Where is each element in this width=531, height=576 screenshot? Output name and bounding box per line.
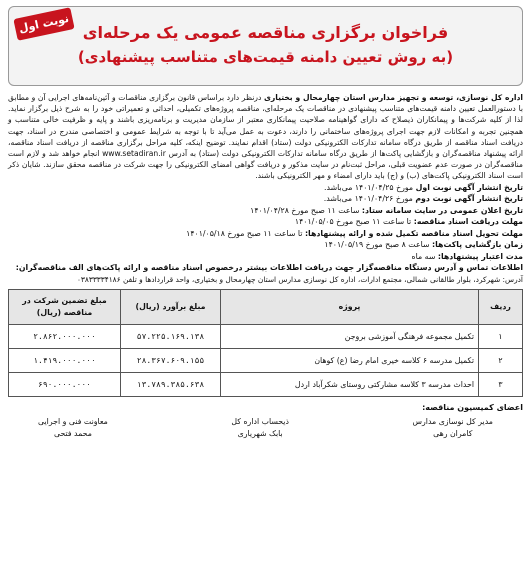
dates-list — [8, 182, 523, 263]
member-name: بابک شهریاری — [237, 428, 283, 438]
date-line: مهلت دریافت اسناد مناقصه: تا ساعت ۱۱ صبح مورخ ۱۴۰۱/۰۵/۰۵ — [294, 217, 523, 227]
row-number: ۲ — [479, 348, 523, 372]
member-name: محمد فتحی — [53, 428, 92, 438]
address: آدرس: شهرکرد، بلوار طالقانی شمالی، مجتمع ادارات، اداره کل نوسازی مدارس استان چهارمحال و بختیاری، واحد قراردادها و تلفن ۰۳۸۳۳۳۳۴۱۸۶ — [76, 274, 523, 284]
row-number: ۱ — [479, 324, 523, 348]
intro-paragraph — [8, 92, 523, 182]
committee-members — [8, 416, 523, 440]
project-name: تکمیل مدرسه ۶ کلاسه خیری امام رضا (ع) کوهان — [221, 348, 479, 372]
col-header-project: پروژه — [221, 289, 479, 324]
table-row — [9, 324, 523, 348]
date-line: تاریخ انتشار آگهی نوبت اول مورخ ۱۴۰۱/۰۴/۲۵ می‌باشد. — [324, 182, 523, 192]
committee-member — [413, 416, 494, 440]
col-header-estimate: مبلغ برآورد (ریال) — [121, 289, 221, 324]
date-line: مهلت تحویل اسناد مناقصه تکمیل شده و ارائه پیشنهادها: تا ساعت ۱۱ صبح مورخ ۱۴۰۱/۰۵/۱۸ — [186, 228, 523, 238]
member-role: ذیحساب اداره کل — [231, 416, 289, 426]
date-line: تاریخ انتشار آگهی نوبت دوم مورخ ۱۴۰۱/۰۴/۲۶ می‌باشد. — [323, 194, 523, 204]
date-line: مدت اعتبار پیشنهادها: سه ماه — [411, 251, 523, 261]
table-row — [9, 372, 523, 396]
row-number: ۳ — [479, 372, 523, 396]
member-name: کامران رهی — [433, 428, 473, 438]
committee-member — [38, 416, 108, 440]
member-role: مدیر کل نوسازی مدارس — [412, 416, 493, 426]
organization-name: اداره کل نوسازی، توسعه و تجهیز مدارس استان چهارمحال و بختیاری — [263, 93, 523, 102]
intro-text: درنظر دارد براساس قانون برگزاری مناقصات و آئین‌نامه‌های اجرایی آن و مطابق با دستورالعمل تعیین دامنه قیمت‌های متناسب پیشنهادی در مناقصات یک مرحله‌ای، مناقصه پروژه‌های تکمیلی، احداثی و تعمیراتی خود را به شرح ذیل برگزار نماید. لذا از کلیه شرکت‌ها و پیمانکاران ذیصلاح که دارای گواهینامه صلاحیت پیمانکاری معتبر از سازمان مدیریت و برنامه‌ریزی باشند و پایه و ظرفیت خالی متناسب و همچنین تجربه و امکانات لازم جهت اجرای پروژه‌های ساختمانی را دارند، دعوت به عمل می‌آید تا با توجه به شرایط عمومی و اختصاصی مندرج در اسناد، جهت دریافت اسناد مناقصه از طریق درگاه سامانه تدارکات الکترونیکی دولت (ستاد) اقدام نمایند. توضیح اینکه، کلیه مراحل برگزاری مناقصه از دریافت اسناد مناقصه، ارائه پیشنهاد مناقصه‌گران و بازگشایی پاکت‌ها از طریق درگاه سامانه تدارکات الکترونیکی دولت (ستاد) به آدرس www.setadiran.ir انجام خواهد شد و لازم است مناقصه‌گران در صورت عدم عضویت قبلی، مراحل ثبت‌نام در سایت مذکور و دریافت گواهی امضای الکترونیکی را جهت شرکت در مناقصه محقق سازند. شایان ذکر است اسناد الکترونیکی پاکت‌های (ب) و (ج) باید دارای امضاء و مهر الکترونیکی باشند. — [8, 93, 523, 181]
notice-title: فراخوان برگزاری مناقصه عمومی یک مرحله‌ای — [82, 23, 449, 42]
date-line: تاریخ اعلان عمومی در سایت سامانه ستاد: ساعت ۱۱ صبح مورخ ۱۴۰۱/۰۴/۲۸ — [250, 205, 523, 215]
contact-heading: اطلاعات تماس و آدرس دستگاه مناقصه‌گزار جهت دریافت اطلاعات بیشتر درخصوص اسناد مناقصه و ارائه پاکت‌های الف مناقصه‌گران: — [15, 263, 523, 273]
guarantee-amount: ۲.۸۶۲.۰۰۰.۰۰۰ — [9, 324, 121, 348]
committee-heading: اعضای کمیسیون مناقصه: — [422, 402, 523, 412]
col-header-guarantee: مبلغ تضمین شرکت در مناقصه (ریال) — [9, 289, 121, 324]
project-name: تکمیل مجموعه فرهنگی آموزشی بروجن — [221, 324, 479, 348]
notice-subtitle: (به روش تعیین دامنه قیمت‌های متناسب پیشنهادی) — [77, 48, 454, 66]
member-role: معاونت فنی و اجرایی — [38, 416, 108, 426]
first-round-badge: نوبت اول — [13, 7, 74, 41]
estimate-amount: ۵۷.۲۲۵.۱۶۹.۱۳۸ — [121, 324, 221, 348]
estimate-amount: ۲۸.۳۶۷.۶۰۹.۱۵۵ — [121, 348, 221, 372]
committee-member — [231, 416, 289, 440]
notice-header — [8, 6, 523, 86]
guarantee-amount: ۶۹۰.۰۰۰.۰۰۰ — [9, 372, 121, 396]
col-header-row-no: ردیف — [479, 289, 523, 324]
date-line: زمان بازگشایی پاکت‌ها: ساعت ۸ صبح مورخ ۱۴۰۱/۰۵/۱۹ — [324, 240, 523, 250]
table-row — [9, 348, 523, 372]
guarantee-amount: ۱.۴۱۹.۰۰۰.۰۰۰ — [9, 348, 121, 372]
projects-table — [8, 289, 523, 397]
estimate-amount: ۱۳.۷۸۹.۳۸۵.۶۳۸ — [121, 372, 221, 396]
project-name: احداث مدرسه ۳ کلاسه مشارکتی روستای شکرآباد اردل — [221, 372, 479, 396]
table-header-row — [9, 289, 523, 324]
